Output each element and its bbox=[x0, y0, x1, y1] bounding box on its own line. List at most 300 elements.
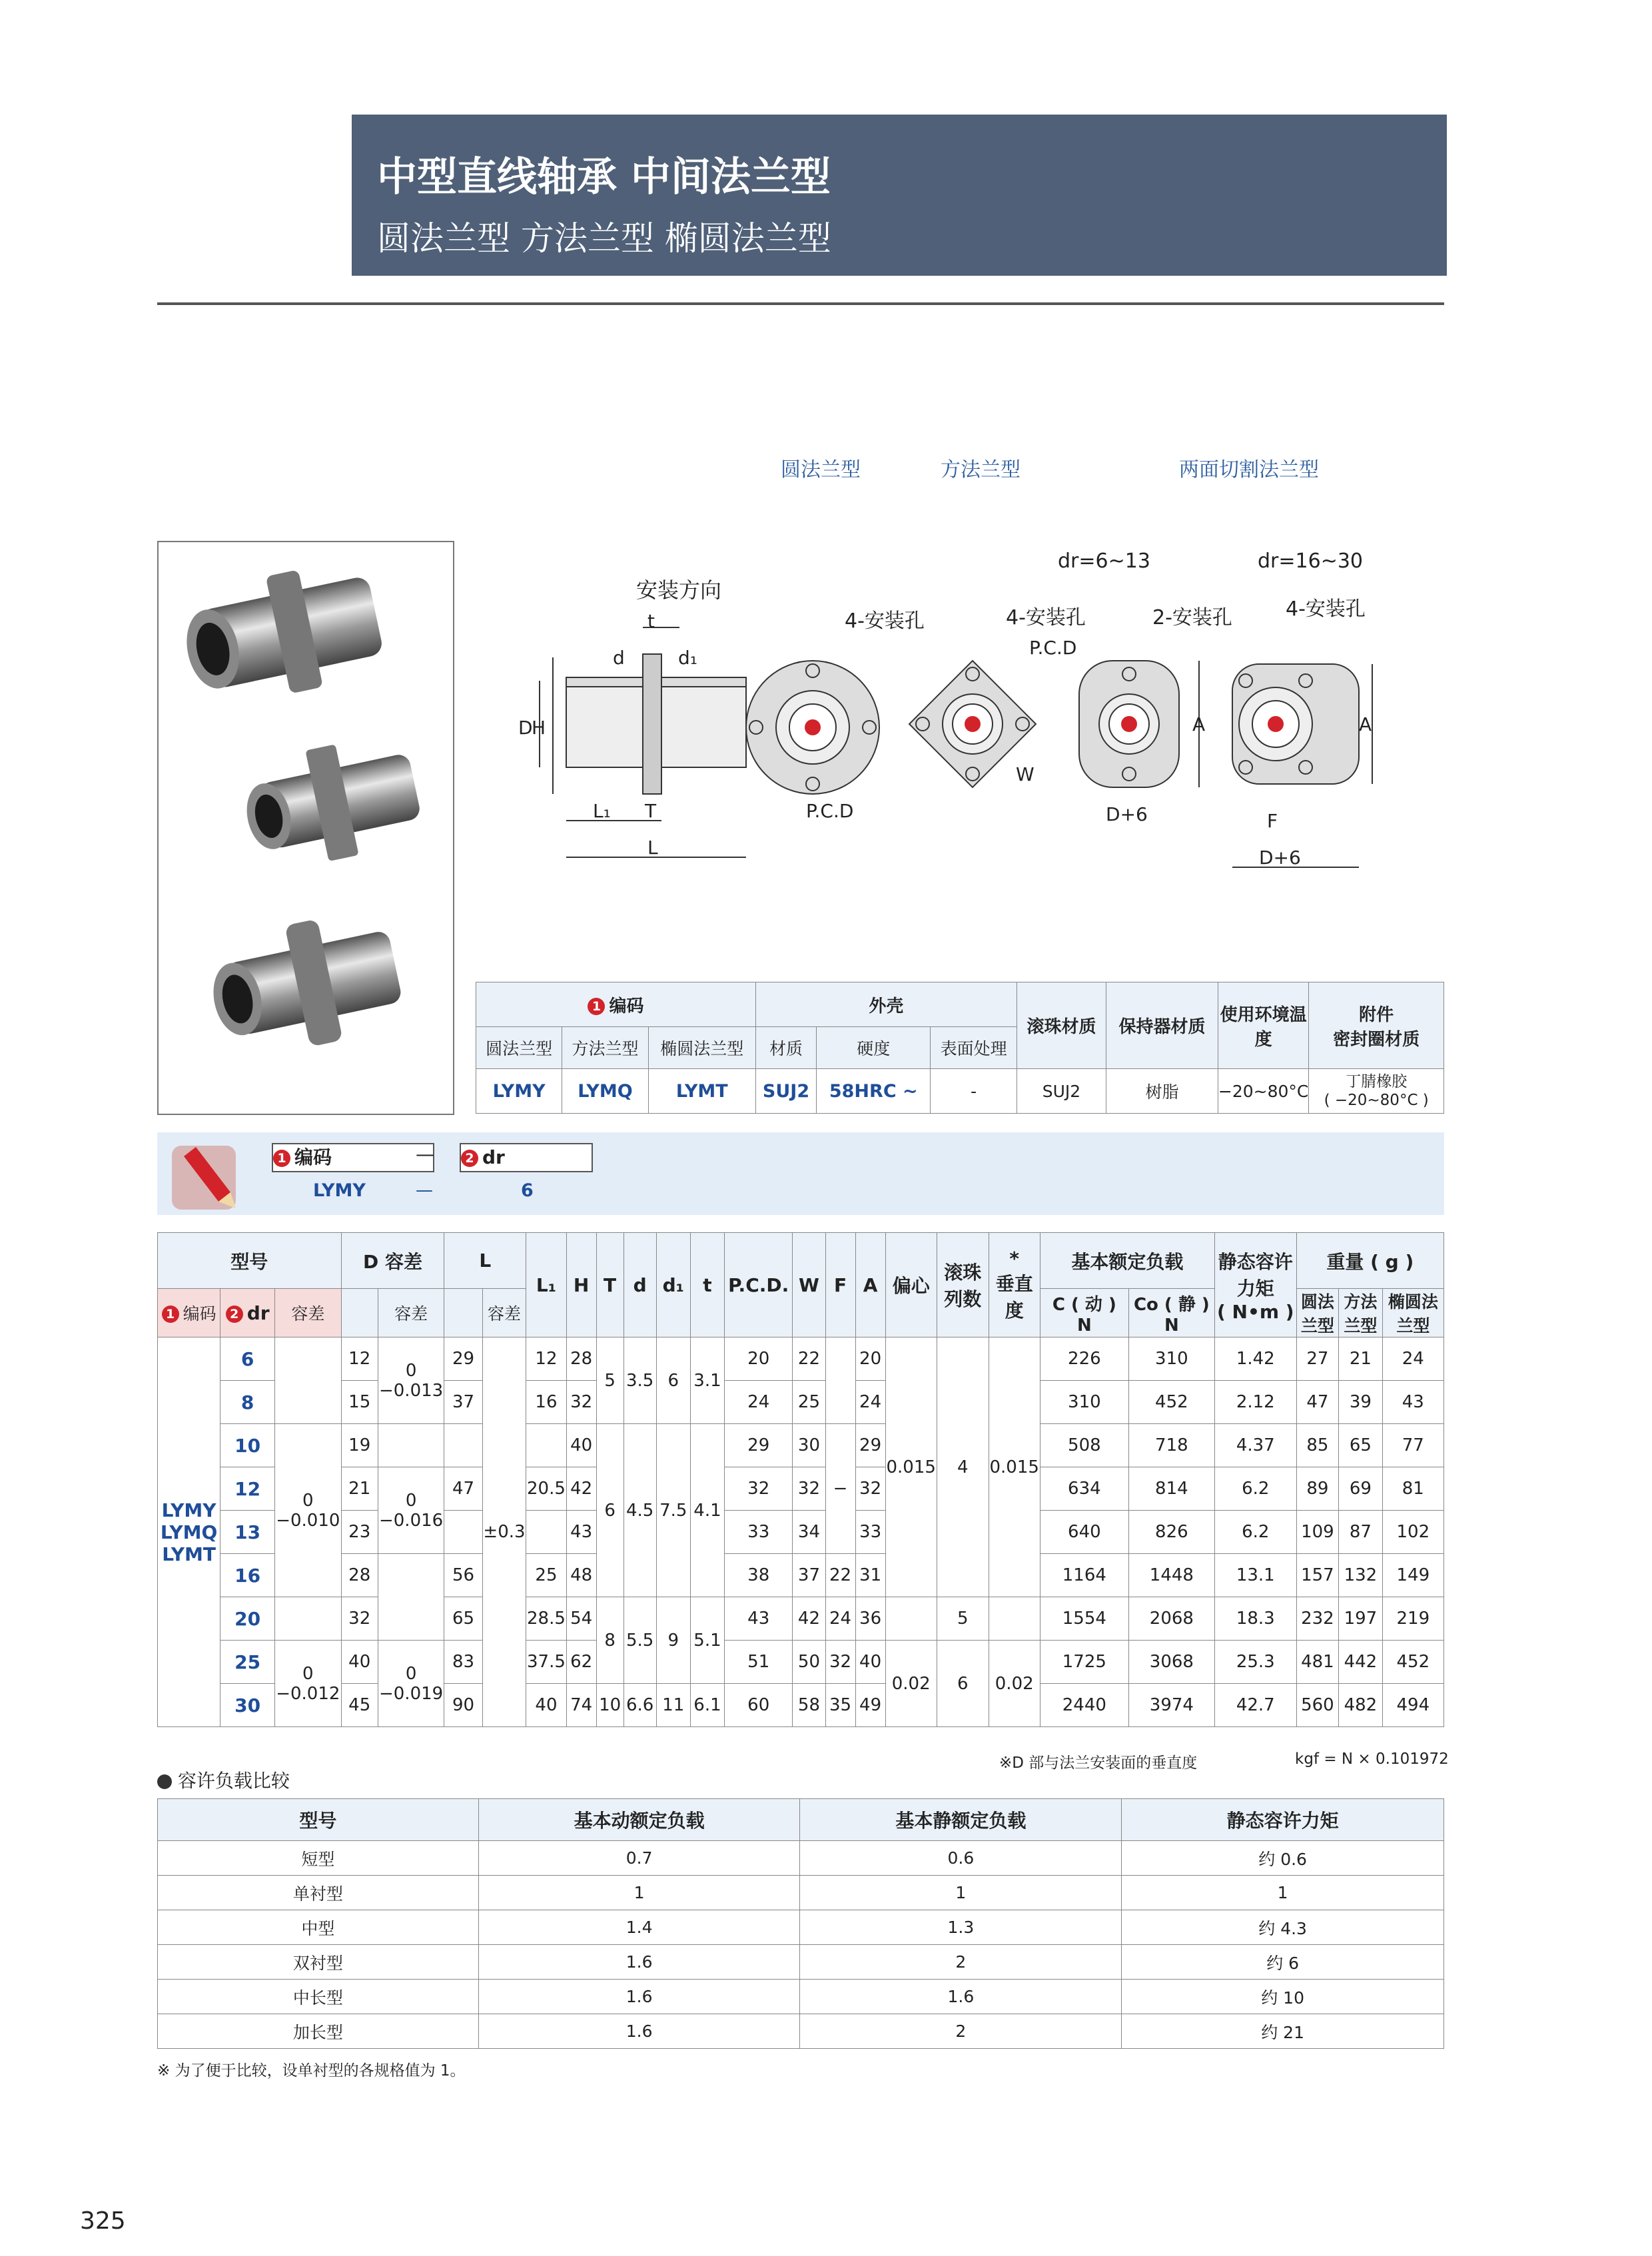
code-value-1: LYMY bbox=[313, 1180, 366, 1201]
pcd-label-1: P.C.D bbox=[806, 800, 854, 822]
table-row bbox=[158, 1381, 1444, 1424]
dim-d1: d₁ bbox=[678, 647, 697, 669]
spec-cell: 18.3 bbox=[1214, 1597, 1296, 1641]
table-row bbox=[158, 1511, 1444, 1554]
spec-cell: 51 bbox=[725, 1641, 793, 1684]
dim-D: D bbox=[518, 717, 533, 739]
code-value-2: 6 bbox=[521, 1180, 534, 1201]
compare-cell: 1.4 bbox=[478, 1910, 800, 1945]
spec-cell bbox=[444, 1511, 482, 1554]
spec-cell: 60 bbox=[725, 1684, 793, 1727]
spec-cell: 74 bbox=[566, 1684, 596, 1727]
compare-cell: 双衬型 bbox=[158, 1945, 479, 1980]
spec-h-code: 编码 bbox=[183, 1304, 216, 1323]
table-row bbox=[158, 1945, 1444, 1980]
compare-cell: 中型 bbox=[158, 1910, 479, 1945]
dim-t: t bbox=[647, 610, 655, 632]
number-badge-2: 2 bbox=[226, 1306, 243, 1323]
mat-header-retainer: 保持器材质 bbox=[1106, 982, 1218, 1069]
hole-label-3: 2-安装孔 bbox=[1152, 606, 1232, 629]
material-table bbox=[476, 982, 1444, 1114]
spec-h-w3: 椭圆法兰型 bbox=[1382, 1289, 1444, 1337]
mat-header-accessory: 附件 密封圈材质 bbox=[1309, 982, 1444, 1069]
spec-cell: 4.37 bbox=[1214, 1424, 1296, 1467]
pcd-label-2: P.C.D bbox=[1029, 637, 1077, 659]
spec-cell: 65 bbox=[1339, 1424, 1383, 1467]
spec-cell: 1448 bbox=[1128, 1554, 1214, 1597]
spec-cell: 1554 bbox=[1040, 1597, 1128, 1641]
product-photo bbox=[157, 541, 454, 1115]
round-flange-view bbox=[746, 609, 925, 822]
spec-cell: 6.1 bbox=[690, 1684, 724, 1727]
spec-h-moment: 静态容许力矩 ( N•m ) bbox=[1214, 1233, 1296, 1337]
compare-cell: 约 21 bbox=[1122, 2014, 1444, 2049]
page-subtitle: 圆法兰型 方法兰型 椭圆法兰型 bbox=[377, 219, 831, 258]
spec-cell: 21 bbox=[341, 1467, 378, 1511]
spec-cell: 481 bbox=[1296, 1641, 1338, 1684]
spec-cell: 0 −0.019 bbox=[378, 1641, 444, 1727]
spec-cell: 37 bbox=[444, 1381, 482, 1424]
spec-cell: 3.1 bbox=[690, 1337, 724, 1424]
dr-cell: 6 bbox=[220, 1337, 275, 1381]
spec-cell: 19 bbox=[341, 1424, 378, 1467]
spec-cell: 38 bbox=[725, 1554, 793, 1597]
spec-cell: 219 bbox=[1382, 1597, 1444, 1641]
spec-cell: 22 bbox=[825, 1554, 855, 1597]
spec-cell: 54 bbox=[566, 1597, 596, 1641]
spec-cell bbox=[444, 1424, 482, 1467]
spec-h-weight: 重量 ( g ) bbox=[1296, 1233, 1444, 1289]
compare-cell: 单衬型 bbox=[158, 1876, 479, 1910]
spec-cell: 33 bbox=[725, 1511, 793, 1554]
spec-h-perp: * 垂直度 bbox=[989, 1233, 1040, 1337]
spec-cell: 43 bbox=[566, 1511, 596, 1554]
spec-cell: 40 bbox=[566, 1424, 596, 1467]
spec-cell: 13.1 bbox=[1214, 1554, 1296, 1597]
compare-cell: 2 bbox=[800, 2014, 1122, 2049]
dr-range-label-b: dr=16~30 bbox=[1258, 550, 1363, 573]
spec-cell: 494 bbox=[1382, 1684, 1444, 1727]
spec-cell: 0 −0.013 bbox=[378, 1337, 444, 1424]
table-row bbox=[158, 1641, 1444, 1684]
spec-cell: 6.6 bbox=[623, 1684, 656, 1727]
spec-cell: 32 bbox=[855, 1467, 885, 1511]
compare-cell: 约 0.6 bbox=[1122, 1841, 1444, 1876]
spec-cell: 5 bbox=[937, 1597, 989, 1641]
spec-cell: 69 bbox=[1339, 1467, 1383, 1511]
spec-h-tol3: 容差 bbox=[482, 1289, 526, 1337]
spec-cell: 4 bbox=[937, 1337, 989, 1597]
compare-footnote: ※ 为了便于比较，设单衬型的各规格值为 1。 bbox=[157, 2062, 466, 2079]
spec-cell: 39 bbox=[1339, 1381, 1383, 1424]
spec-cell: 25 bbox=[793, 1381, 825, 1424]
spec-cell: 49 bbox=[855, 1684, 885, 1727]
spec-cell: 0.02 bbox=[989, 1641, 1040, 1727]
pencil-icon bbox=[169, 1136, 242, 1211]
spec-cell: 56 bbox=[444, 1554, 482, 1597]
spec-cell bbox=[378, 1554, 444, 1641]
spec-cell: 29 bbox=[725, 1424, 793, 1467]
spec-cell: 4.5 bbox=[623, 1424, 656, 1597]
mat-cell: LYMY bbox=[476, 1069, 562, 1114]
compare-header: 静态容许力矩 bbox=[1122, 1799, 1444, 1841]
note-kgf: kgf = N × 0.101972 bbox=[1295, 1750, 1449, 1768]
dim-A-2: A bbox=[1359, 713, 1372, 735]
spec-cell: 3.5 bbox=[623, 1337, 656, 1424]
mat-cell: 58HRC ~ bbox=[817, 1069, 931, 1114]
technical-drawing bbox=[493, 541, 1439, 887]
code-sep: — bbox=[416, 1143, 434, 1165]
spec-cell: 40 bbox=[855, 1641, 885, 1684]
dr-cell: 12 bbox=[220, 1467, 275, 1511]
spec-cell: 48 bbox=[566, 1554, 596, 1597]
spec-cell: 23 bbox=[341, 1511, 378, 1554]
side-view bbox=[518, 577, 746, 859]
spec-cell: 83 bbox=[444, 1641, 482, 1684]
spec-cell: 25 bbox=[526, 1554, 566, 1597]
spec-cell: 47 bbox=[444, 1467, 482, 1511]
spec-cell: 157 bbox=[1296, 1554, 1338, 1597]
spec-cell bbox=[275, 1597, 342, 1641]
spec-cell: 10 bbox=[596, 1684, 623, 1727]
compare-cell: 1 bbox=[800, 1876, 1122, 1910]
spec-h-F: F bbox=[825, 1233, 855, 1337]
compare-cell: 约 10 bbox=[1122, 1980, 1444, 2014]
spec-cell: 197 bbox=[1339, 1597, 1383, 1641]
spec-cell: 102 bbox=[1382, 1511, 1444, 1554]
dr-cell: 13 bbox=[220, 1511, 275, 1554]
spec-cell: ±0.3 bbox=[482, 1337, 526, 1727]
spec-cell: 482 bbox=[1339, 1684, 1383, 1727]
spec-h-W: W bbox=[793, 1233, 825, 1337]
spec-cell: 3068 bbox=[1128, 1641, 1214, 1684]
spec-cell: − bbox=[825, 1424, 855, 1554]
spec-cell: 45 bbox=[341, 1684, 378, 1727]
dr-cell: 25 bbox=[220, 1641, 275, 1684]
spec-cell: 40 bbox=[526, 1684, 566, 1727]
label-round-flange: 圆法兰型 bbox=[781, 458, 861, 482]
spec-h-rows: 滚珠列数 bbox=[937, 1233, 989, 1337]
spec-h-Dtol: D 容差 bbox=[341, 1233, 444, 1289]
mat-sub: 方法兰型 bbox=[562, 1027, 648, 1069]
compare-title: 容许负载比较 bbox=[177, 1770, 290, 1792]
spec-cell: 452 bbox=[1382, 1641, 1444, 1684]
spec-cell: 32 bbox=[793, 1467, 825, 1511]
spec-cell: 1.42 bbox=[1214, 1337, 1296, 1381]
spec-cell: 32 bbox=[566, 1381, 596, 1424]
spec-cell: 87 bbox=[1339, 1511, 1383, 1554]
compare-cell: 1.6 bbox=[478, 1945, 800, 1980]
table-row bbox=[158, 1424, 1444, 1467]
spec-cell: 826 bbox=[1128, 1511, 1214, 1554]
dim-H: H bbox=[532, 717, 546, 739]
spec-cell: 6 bbox=[656, 1337, 690, 1424]
compare-cell: 约 6 bbox=[1122, 1945, 1444, 1980]
spec-cell: 310 bbox=[1128, 1337, 1214, 1381]
spec-cell: 34 bbox=[793, 1511, 825, 1554]
spec-h-load: 基本额定负载 bbox=[1040, 1233, 1214, 1289]
spec-cell: 28.5 bbox=[526, 1597, 566, 1641]
page-number: 325 bbox=[80, 2207, 126, 2235]
spec-cell: 20.5 bbox=[526, 1467, 566, 1511]
spec-cell: 8 bbox=[596, 1597, 623, 1684]
mat-cell: LYMT bbox=[648, 1069, 755, 1114]
compare-cell: 1.3 bbox=[800, 1910, 1122, 1945]
spec-cell: 30 bbox=[793, 1424, 825, 1467]
spec-h-w1: 圆法兰型 bbox=[1296, 1289, 1338, 1337]
table-row bbox=[158, 2014, 1444, 2049]
spec-cell: 32 bbox=[725, 1467, 793, 1511]
spec-cell: 62 bbox=[566, 1641, 596, 1684]
number-badge-1: 1 bbox=[162, 1306, 179, 1323]
spec-cell: 25.3 bbox=[1214, 1641, 1296, 1684]
mat-header-code: 编码 bbox=[609, 996, 644, 1016]
dim-F: F bbox=[1267, 810, 1278, 832]
series-cell: LYMY LYMQ LYMT bbox=[158, 1337, 220, 1727]
spec-cell: 29 bbox=[855, 1424, 885, 1467]
spec-cell: 32 bbox=[825, 1641, 855, 1684]
spec-h-H: H bbox=[566, 1233, 596, 1337]
table-row bbox=[158, 1684, 1444, 1727]
compare-cell: 短型 bbox=[158, 1841, 479, 1876]
dim-T: T bbox=[645, 800, 657, 822]
spec-cell: 452 bbox=[1128, 1381, 1214, 1424]
spec-cell: 24 bbox=[855, 1381, 885, 1424]
code-example bbox=[157, 1132, 1444, 1215]
spec-h-dr: dr bbox=[246, 1302, 270, 1324]
spec-cell: 90 bbox=[444, 1684, 482, 1727]
table-row bbox=[158, 1980, 1444, 2014]
mat-sub: 材质 bbox=[755, 1027, 816, 1069]
spec-cell: 11 bbox=[656, 1684, 690, 1727]
spec-cell: 21 bbox=[1339, 1337, 1383, 1381]
spec-cell: 5.5 bbox=[623, 1597, 656, 1684]
spec-cell: 1725 bbox=[1040, 1641, 1128, 1684]
spec-h-ecc: 偏心 bbox=[885, 1233, 937, 1337]
compare-cell: 约 4.3 bbox=[1122, 1910, 1444, 1945]
compare-header: 型号 bbox=[158, 1799, 479, 1841]
spec-cell: 32 bbox=[341, 1597, 378, 1641]
spec-cell: 28 bbox=[566, 1337, 596, 1381]
dr-cell: 10 bbox=[220, 1424, 275, 1467]
spec-cell: 33 bbox=[855, 1511, 885, 1554]
compare-cell: 2 bbox=[800, 1945, 1122, 1980]
spec-cell: 132 bbox=[1339, 1554, 1383, 1597]
dr-cell: 20 bbox=[220, 1597, 275, 1641]
compare-cell: 加长型 bbox=[158, 2014, 479, 2049]
mat-cell: SUJ2 bbox=[755, 1069, 816, 1114]
spec-h-C0: Co ( 静 ) N bbox=[1128, 1289, 1214, 1337]
spec-cell: 35 bbox=[825, 1684, 855, 1727]
dim-D6-1: D+6 bbox=[1106, 803, 1148, 825]
compare-cell: 1.6 bbox=[478, 2014, 800, 2049]
code-field-1: 编码 bbox=[294, 1146, 332, 1168]
spec-cell: 2068 bbox=[1128, 1597, 1214, 1641]
spec-cell: 31 bbox=[855, 1554, 885, 1597]
spec-cell: 27 bbox=[1296, 1337, 1338, 1381]
compare-header: 基本动额定负载 bbox=[478, 1799, 800, 1841]
bearing-image-oval bbox=[202, 905, 408, 1065]
code-sep-2: — bbox=[416, 1180, 433, 1200]
number-badge-1: 1 bbox=[588, 998, 605, 1015]
table-row bbox=[158, 1876, 1444, 1910]
spec-cell: 24 bbox=[1382, 1337, 1444, 1381]
spec-cell: 718 bbox=[1128, 1424, 1214, 1467]
bearing-image-square bbox=[236, 730, 427, 877]
number-badge-2: 2 bbox=[461, 1150, 478, 1167]
dim-L: L bbox=[647, 837, 658, 859]
spec-cell: 36 bbox=[855, 1597, 885, 1641]
mat-cell: 丁腈橡胶 ( −20~80°C ) bbox=[1309, 1069, 1444, 1114]
spec-h-A: A bbox=[855, 1233, 885, 1337]
table-row bbox=[158, 1841, 1444, 1876]
spec-cell: 442 bbox=[1339, 1641, 1383, 1684]
mat-sub: 硬度 bbox=[817, 1027, 931, 1069]
spec-h-d: d bbox=[623, 1233, 656, 1337]
spec-cell: 0.02 bbox=[885, 1641, 937, 1727]
compare-cell: 0.6 bbox=[800, 1841, 1122, 1876]
compare-cell: 1 bbox=[478, 1876, 800, 1910]
spec-cell: 77 bbox=[1382, 1424, 1444, 1467]
mat-cell: - bbox=[931, 1069, 1017, 1114]
spec-cell: 37 bbox=[793, 1554, 825, 1597]
spec-cell: 9 bbox=[656, 1597, 690, 1684]
spec-cell: 0 −0.012 bbox=[275, 1641, 342, 1727]
spec-cell: 43 bbox=[1382, 1381, 1444, 1424]
spec-cell: 3974 bbox=[1128, 1684, 1214, 1727]
spec-cell bbox=[526, 1511, 566, 1554]
spec-cell: 0 −0.010 bbox=[275, 1424, 342, 1597]
spec-cell: 640 bbox=[1040, 1511, 1128, 1554]
spec-cell: 814 bbox=[1128, 1467, 1214, 1511]
spec-h-L: L bbox=[444, 1233, 526, 1289]
number-badge-1: 1 bbox=[273, 1150, 290, 1167]
spec-cell: 20 bbox=[855, 1337, 885, 1381]
dim-W: W bbox=[1016, 763, 1034, 785]
spec-cell: 149 bbox=[1382, 1554, 1444, 1597]
note-perpendicularity: ※D 部与法兰安装面的垂直度 bbox=[999, 1754, 1198, 1772]
spec-cell: 15 bbox=[341, 1381, 378, 1424]
hole-label-2: 4-安装孔 bbox=[1006, 606, 1086, 629]
mat-cell: −20~80°C bbox=[1218, 1069, 1308, 1114]
dr-cell: 30 bbox=[220, 1684, 275, 1727]
spec-cell: 2440 bbox=[1040, 1684, 1128, 1727]
label-square-flange: 方法兰型 bbox=[941, 458, 1021, 482]
compare-cell: 1.6 bbox=[800, 1980, 1122, 2014]
spec-cell: 42 bbox=[566, 1467, 596, 1511]
table-row bbox=[158, 1910, 1444, 1945]
spec-cell: 508 bbox=[1040, 1424, 1128, 1467]
spec-cell: 16 bbox=[526, 1381, 566, 1424]
spec-h-T: T bbox=[596, 1233, 623, 1337]
mat-header-ball: 滚珠材质 bbox=[1017, 982, 1106, 1069]
spec-cell: 232 bbox=[1296, 1597, 1338, 1641]
mat-cell: 树脂 bbox=[1106, 1069, 1218, 1114]
spec-cell: 109 bbox=[1296, 1511, 1338, 1554]
page-title: 中型直线轴承 中间法兰型 bbox=[377, 154, 831, 200]
spec-cell: 0.015 bbox=[989, 1337, 1040, 1597]
spec-cell bbox=[378, 1424, 444, 1467]
spec-cell bbox=[989, 1597, 1040, 1641]
spec-cell: 12 bbox=[526, 1337, 566, 1381]
spec-cell bbox=[526, 1424, 566, 1467]
spec-cell: 65 bbox=[444, 1597, 482, 1641]
spec-cell bbox=[885, 1597, 937, 1641]
spec-h-C: C ( 动 ) N bbox=[1040, 1289, 1128, 1337]
table-row bbox=[158, 1337, 1444, 1381]
mat-header-shell: 外壳 bbox=[755, 982, 1017, 1027]
spec-cell: 81 bbox=[1382, 1467, 1444, 1511]
spec-cell: 4.1 bbox=[690, 1424, 724, 1597]
spec-cell: 50 bbox=[793, 1641, 825, 1684]
dr-range-label-a: dr=6~13 bbox=[1058, 550, 1150, 573]
spec-cell: 0 −0.016 bbox=[378, 1467, 444, 1554]
spec-cell: 22 bbox=[793, 1337, 825, 1381]
spec-cell: 12 bbox=[341, 1337, 378, 1381]
spec-cell: 89 bbox=[1296, 1467, 1338, 1511]
spec-cell: 20 bbox=[725, 1337, 793, 1381]
compare-cell: 中长型 bbox=[158, 1980, 479, 2014]
spec-h-t: t bbox=[690, 1233, 724, 1337]
mat-cell: LYMQ bbox=[562, 1069, 648, 1114]
spec-h-L1: L₁ bbox=[526, 1233, 566, 1337]
table-row bbox=[158, 1554, 1444, 1597]
table-row bbox=[158, 1467, 1444, 1511]
title-banner bbox=[352, 115, 1447, 276]
spec-cell: 226 bbox=[1040, 1337, 1128, 1381]
spec-cell: 29 bbox=[444, 1337, 482, 1381]
spec-cell: 1164 bbox=[1040, 1554, 1128, 1597]
mat-header-env: 使用环境温度 bbox=[1218, 982, 1308, 1069]
spec-cell: 634 bbox=[1040, 1467, 1128, 1511]
spec-cell: 42 bbox=[793, 1597, 825, 1641]
spec-h-model: 型号 bbox=[158, 1233, 342, 1289]
table-row bbox=[158, 1597, 1444, 1641]
dim-L1: L₁ bbox=[593, 800, 611, 822]
hole-label-1: 4-安装孔 bbox=[845, 609, 925, 633]
dim-D6-2: D+6 bbox=[1259, 847, 1301, 869]
spec-cell: 85 bbox=[1296, 1424, 1338, 1467]
dr-cell: 16 bbox=[220, 1554, 275, 1597]
dr-cell: 8 bbox=[220, 1381, 275, 1424]
compare-cell: 0.7 bbox=[478, 1841, 800, 1876]
compare-cell: 1 bbox=[1122, 1876, 1444, 1910]
label-cut-flange: 两面切割法兰型 bbox=[1179, 458, 1319, 482]
bullet-icon bbox=[157, 1774, 172, 1789]
spec-h-pcd: P.C.D. bbox=[725, 1233, 793, 1337]
square-flange-view bbox=[909, 606, 1086, 787]
spec-cell: 7.5 bbox=[656, 1424, 690, 1597]
spec-cell: 37.5 bbox=[526, 1641, 566, 1684]
divider bbox=[157, 302, 1444, 305]
spec-cell: 24 bbox=[725, 1381, 793, 1424]
spec-table bbox=[157, 1232, 1444, 1727]
spec-cell: 2.12 bbox=[1214, 1381, 1296, 1424]
cut-flange-view-small bbox=[1058, 550, 1232, 825]
spec-cell: 58 bbox=[793, 1684, 825, 1727]
dim-A-1: A bbox=[1192, 713, 1206, 735]
install-direction-label: 安装方向 bbox=[636, 577, 722, 603]
spec-cell: 6 bbox=[937, 1641, 989, 1727]
spec-cell bbox=[275, 1337, 342, 1424]
compare-header: 基本静额定负载 bbox=[800, 1799, 1122, 1841]
spec-cell: 6.2 bbox=[1214, 1467, 1296, 1511]
mat-sub: 椭圆法兰型 bbox=[648, 1027, 755, 1069]
spec-cell bbox=[825, 1337, 855, 1424]
spec-cell: 40 bbox=[341, 1641, 378, 1684]
dim-d: d bbox=[613, 647, 625, 669]
spec-cell: 310 bbox=[1040, 1381, 1128, 1424]
